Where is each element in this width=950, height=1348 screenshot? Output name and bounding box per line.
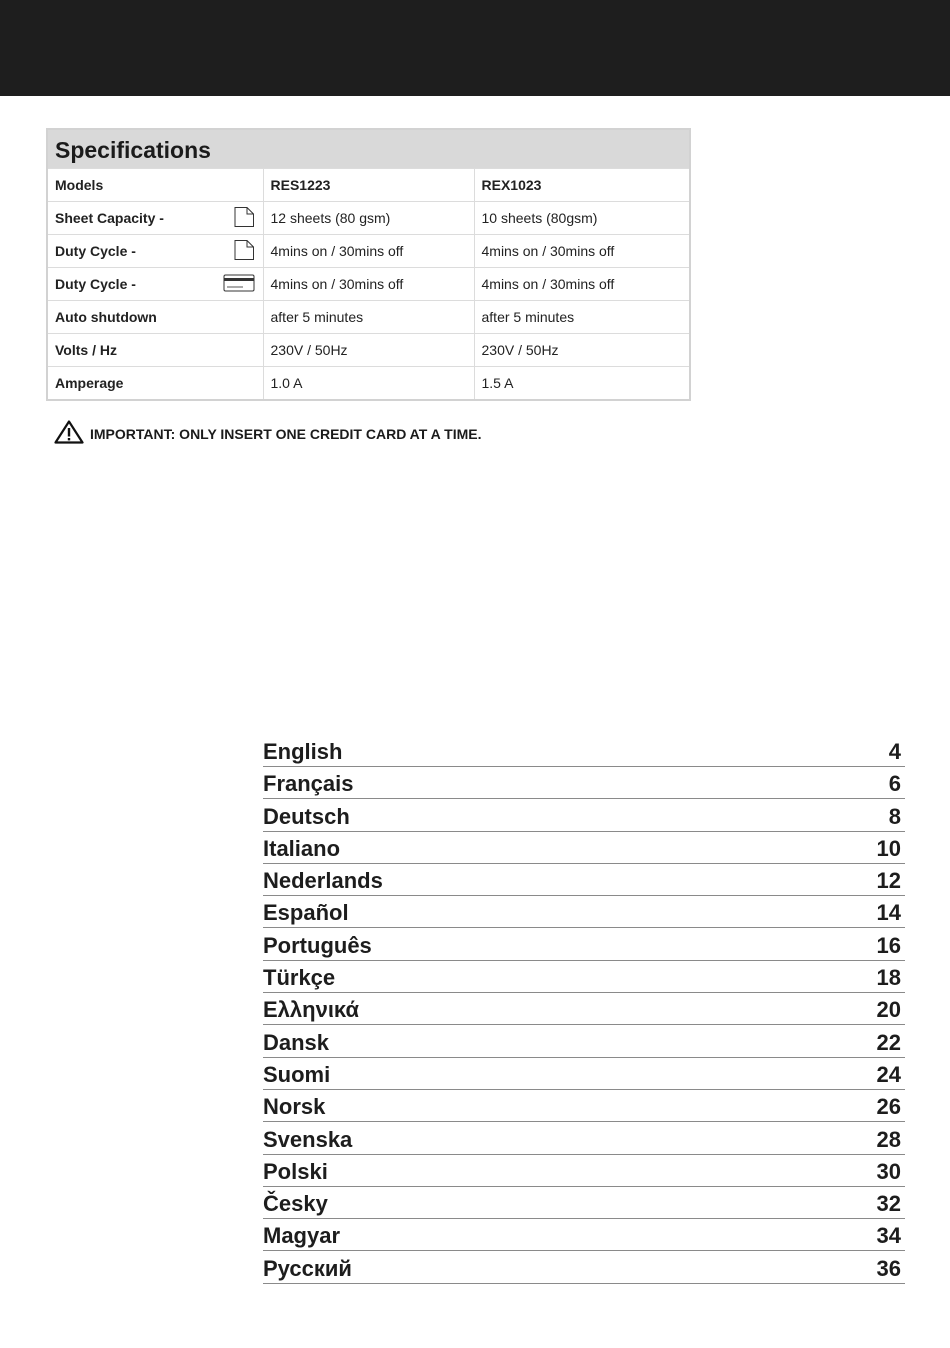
paper-sheet-icon [233,206,255,231]
toc-language: Norsk [263,1094,326,1120]
toc-item-portugues[interactable] [263,930,905,961]
table-row [48,367,689,400]
row-label: Volts / Hz [48,334,263,367]
toc-item-polski[interactable] [263,1156,905,1187]
header-rex1023: REX1023 [474,169,689,202]
toc-language: Ελληνικά [263,997,359,1023]
toc-item-cesky[interactable] [263,1188,905,1219]
res-value: 4mins on / 30mins off [263,268,474,301]
toc-language: Nederlands [263,868,383,894]
toc-page: 36 [876,1255,901,1281]
row-label: Sheet Capacity - [55,210,164,226]
rex-value: 10 sheets (80gsm) [474,202,689,235]
toc-page: 12 [876,868,901,894]
toc-item-ellinika[interactable] [263,994,905,1025]
toc-item-turkce[interactable] [263,962,905,993]
toc-page: 20 [876,997,901,1023]
toc-language: Dansk [263,1029,330,1055]
res-value: 12 sheets (80 gsm) [263,202,474,235]
toc-page: 10 [876,835,901,861]
rex-value: 4mins on / 30mins off [474,268,689,301]
toc-item-russkiy[interactable] [263,1253,905,1284]
warning-notice [54,420,482,447]
toc-page: 26 [876,1094,901,1120]
toc-language: Français [263,771,354,797]
toc-page: 14 [876,900,901,926]
toc-page: 34 [876,1223,901,1249]
toc-page: 6 [888,771,901,797]
toc-language: Türkçe [263,965,336,991]
specifications-table [48,168,689,399]
toc-language: Italiano [263,835,341,861]
credit-card-icon [223,273,255,296]
toc-page: 28 [876,1126,901,1152]
toc-item-english[interactable] [263,736,905,767]
table-row [48,202,689,235]
warning-text: IMPORTANT: ONLY INSERT ONE CREDIT CARD AT A TIME. [90,425,482,442]
toc-page: 24 [876,1061,901,1087]
specifications-panel [46,128,691,401]
row-label: Duty Cycle - [55,276,136,292]
res-value: 230V / 50Hz [263,334,474,367]
rex-value: 230V / 50Hz [474,334,689,367]
warning-triangle-icon [54,420,90,447]
toc-item-nederlands[interactable] [263,865,905,896]
toc-language: Deutsch [263,803,350,829]
rex-value: 4mins on / 30mins off [474,235,689,268]
toc-language: Svenska [263,1126,353,1152]
toc-language: Česky [263,1191,328,1217]
res-value: 4mins on / 30mins off [263,235,474,268]
toc-page: 18 [876,965,901,991]
table-row [48,268,689,301]
table-row [48,235,689,268]
toc-item-italiano[interactable] [263,833,905,864]
toc-language: Português [263,932,372,958]
row-label: Duty Cycle - [55,243,136,259]
toc-language: Русский [263,1255,352,1281]
toc-page: 16 [876,932,901,958]
toc-item-dansk[interactable] [263,1027,905,1058]
toc-item-norsk[interactable] [263,1091,905,1122]
rex-value: after 5 minutes [474,301,689,334]
toc-item-svenska[interactable] [263,1124,905,1155]
paper-sheet-icon [233,239,255,264]
res-value: 1.0 A [263,367,474,400]
res-value: after 5 minutes [263,301,474,334]
toc-page: 8 [888,803,901,829]
toc-page: 32 [876,1191,901,1217]
table-row [48,301,689,334]
toc-language: Suomi [263,1061,331,1087]
toc-item-francais[interactable] [263,768,905,799]
toc-language: English [263,739,343,764]
toc-page: 22 [876,1029,901,1055]
rex-value: 1.5 A [474,367,689,400]
language-index [263,736,905,1285]
table-row [48,334,689,367]
row-label: Amperage [48,367,263,400]
toc-language: Magyar [263,1223,341,1249]
header-res1223: RES1223 [263,169,474,202]
toc-language: Polski [263,1158,328,1184]
table-header-row [48,169,689,202]
toc-language: Español [263,900,349,926]
header-models: Models [48,169,263,202]
row-label: Auto shutdown [48,301,263,334]
toc-page: 30 [876,1158,901,1184]
toc-item-espanol[interactable] [263,897,905,928]
toc-item-deutsch[interactable] [263,801,905,832]
toc-page: 4 [888,739,901,764]
toc-item-suomi[interactable] [263,1059,905,1090]
specifications-title: Specifications [48,130,689,168]
toc-item-magyar[interactable] [263,1220,905,1251]
header-bar [0,0,950,96]
